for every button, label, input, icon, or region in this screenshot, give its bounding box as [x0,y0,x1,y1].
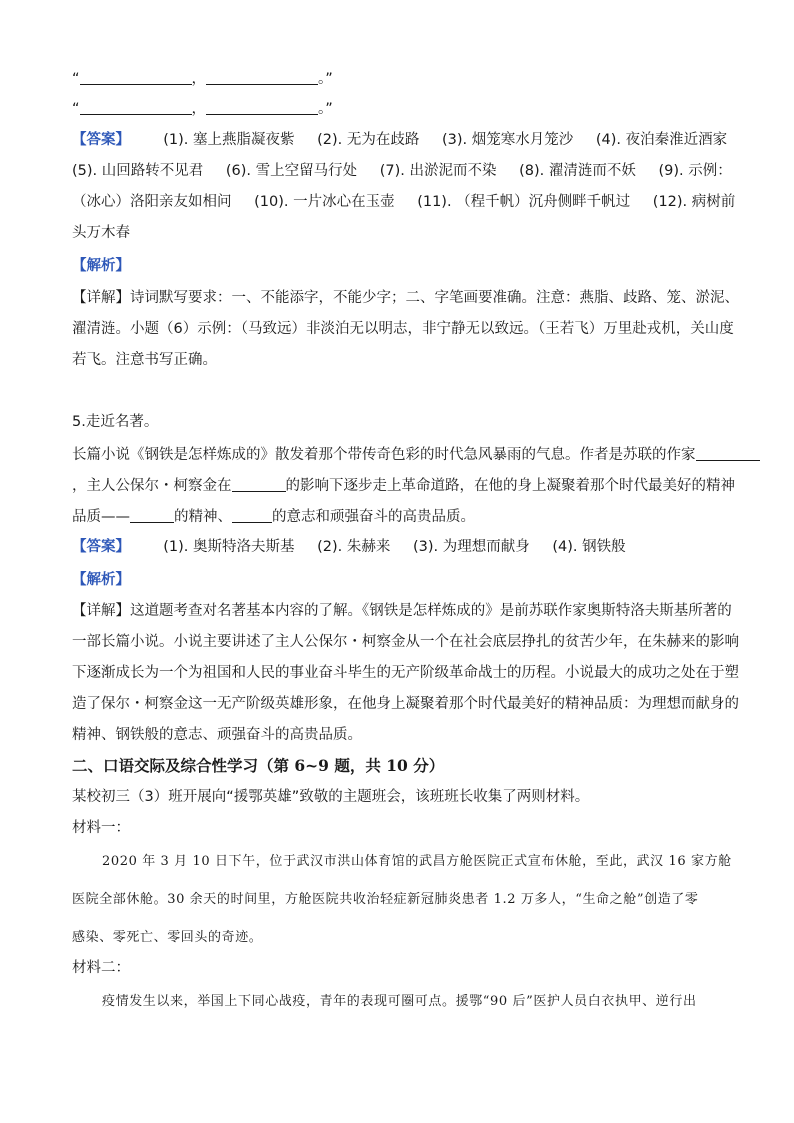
q5-line-1 [72,444,760,465]
close-quote: 。” [318,71,333,87]
answer-blank[interactable] [80,98,192,115]
q5-detail-line-1 [72,601,732,621]
blank-line-1 [72,68,333,89]
answer-item: 头万木春 [72,225,130,241]
answer-blank[interactable] [232,506,272,523]
q4-answer-line-4 [72,223,130,243]
q5-detail-line-4 [72,694,739,714]
q4-detail-line-1 [72,288,739,308]
answer-item: (8). 濯清涟而不妖 [519,163,636,179]
question-text: 长篇小说《钢铁是怎样炼成的》散发着那个带传奇色彩的时代急风暴雨的气息。作者是苏联的作家 [72,447,696,463]
answer-blank[interactable] [130,506,174,523]
answer-tag: 【答案】 [72,539,130,555]
q5-title [72,412,158,432]
section-title [72,756,444,776]
answer-item: (10). 一片冰心在玉壶 [254,194,395,210]
material-1-line-2 [72,890,699,910]
answer-blank[interactable] [206,68,318,85]
detail-text: 这道题考查对名著基本内容的了解。《钢铁是怎样炼成的》是前苏联作家奥斯特洛夫斯基所著的 [130,603,732,619]
question-text: 的精神、 [174,509,232,525]
material-label: 材料一： [72,820,130,836]
detail-text: 一部长篇小说。小说主要讲述了主人公保尔・柯察金从一个在社会底层挣扎的贫苦少年，在朱赫来的影响 [72,634,739,650]
material-text: 医院全部休舱。30 余天的时间里，方舱医院共收治轻症新冠肺炎患者 1.2 万多人，“生命之舱”创造了零 [72,892,699,907]
material-text: 2020 年 3 月 10 日下午，位于武汉市洪山体育馆的武昌方舱医院正式宣布休舱，至此，武汉 16 家方舱 [102,854,732,869]
analysis-tag: 【解析】 [72,572,130,588]
material-1-line-3 [72,928,262,948]
detail-text: 诗词默写要求：一、不能添字，不能少字；二、字笔画要准确。注意：燕脂、歧路、笼、淤泥、 [130,290,739,306]
section-intro [72,787,589,807]
material-text: 疫情发生以来，举国上下同心战疫，青年的表现可圈可点。援鄂“90 后”医护人员白衣执甲、逆行出 [102,994,697,1009]
question-text: 的意志和顽强奋斗的高贵品质。 [272,509,475,525]
detail-text: 下逐渐成长为一个为祖国和人民的事业奋斗毕生的无产阶级革命战士的历程。小说最大的成功之处在于塑 [72,665,739,681]
detail-text: 濯清涟。小题（6）示例：（马致远）非淡泊无以明志，非宁静无以致远。（王若飞）万里赴戎机，关山度 [72,321,734,337]
answer-item: (11). （程千帆）沉舟侧畔千帆过 [417,194,631,210]
answer-tag: 【答案】 [72,132,130,148]
material-text: 感染、零死亡、零回头的奇迹。 [72,930,263,945]
answer-item: （冰心）洛阳亲友如相问 [72,194,232,210]
answer-blank[interactable] [206,98,318,115]
intro-text: 某校初三（3）班开展向“援鄂英雄”致敬的主题班会，该班班长收集了两则材料。 [72,789,590,805]
q4-detail-line-2 [72,319,734,339]
q5-detail-line-5 [72,725,362,745]
answer-item: (6). 雪上空留马行处 [225,163,358,179]
detail-text: 造了保尔・柯察金这一无产阶级英雄形象，在他身上凝聚着那个时代最美好的精神品质：为理想而献身的 [72,696,739,712]
q5-detail-line-2 [72,632,739,652]
q4-answer-line-1 [72,130,727,150]
answer-item: (4). 钢铁般 [552,539,626,555]
q5-answer-line [72,537,626,557]
detail-text: 若飞。注意书写正确。 [72,352,217,368]
open-quote: “ [72,71,80,87]
answer-item: (2). 无为在歧路 [317,132,420,148]
analysis-tag: 【解析】 [72,258,130,274]
answer-item: (5). 山回路转不见君 [72,163,204,179]
answer-blank[interactable] [232,475,286,492]
answer-item: (2). 朱赫来 [317,539,391,555]
question-text: ，主人公保尔・柯察金在 [72,478,232,494]
question-title: 5.走近名著。 [72,414,159,430]
q5-analysis-heading [72,570,130,590]
answer-item: (12). 病树前 [652,194,736,210]
answer-item: (4). 夜泊秦淮近酒家 [595,132,728,148]
material-label: 材料二： [72,960,130,976]
close-quote: 。” [318,101,333,117]
q4-answer-line-2 [72,161,732,181]
blank-line-2 [72,98,333,119]
answer-item: (3). 为理想而献身 [412,539,530,555]
open-quote: “ [72,101,80,117]
material-1-label [72,818,130,838]
answer-item: (9). 示例： [658,163,732,179]
q5-line-2 [72,475,735,496]
detail-text: 精神、钢铁般的意志、顽强奋斗的高贵品质。 [72,727,362,743]
answer-item: (1). 奥斯特洛夫斯基 [163,539,295,555]
answer-blank[interactable] [80,68,192,85]
question-text: 品质—— [72,509,130,525]
q5-detail-line-3 [72,663,739,683]
detail-tag: 【详解】 [72,603,130,619]
answer-item: (7). 出淤泥而不染 [379,163,497,179]
q4-detail-line-3 [72,350,217,370]
q4-answer-line-3 [72,192,735,212]
detail-tag: 【详解】 [72,290,130,306]
material-2-label [72,958,130,978]
question-text: 的影响下逐步走上革命道路，在他的身上凝聚着那个时代最美好的精神 [285,478,735,494]
answer-item: (3). 烟笼寒水月笼沙 [441,132,574,148]
material-1-line-1 [102,852,732,872]
q4-analysis-heading [72,256,130,276]
answer-blank[interactable] [696,444,760,461]
material-2-line-1 [102,992,697,1012]
answer-item: (1). 塞上燕脂凝夜紫 [163,132,295,148]
q5-line-3 [72,506,475,527]
comma: ， [191,101,207,117]
comma: ， [191,71,207,87]
section-heading: 二、口语交际及综合性学习（第 6~9 题，共 10 分） [72,756,445,775]
